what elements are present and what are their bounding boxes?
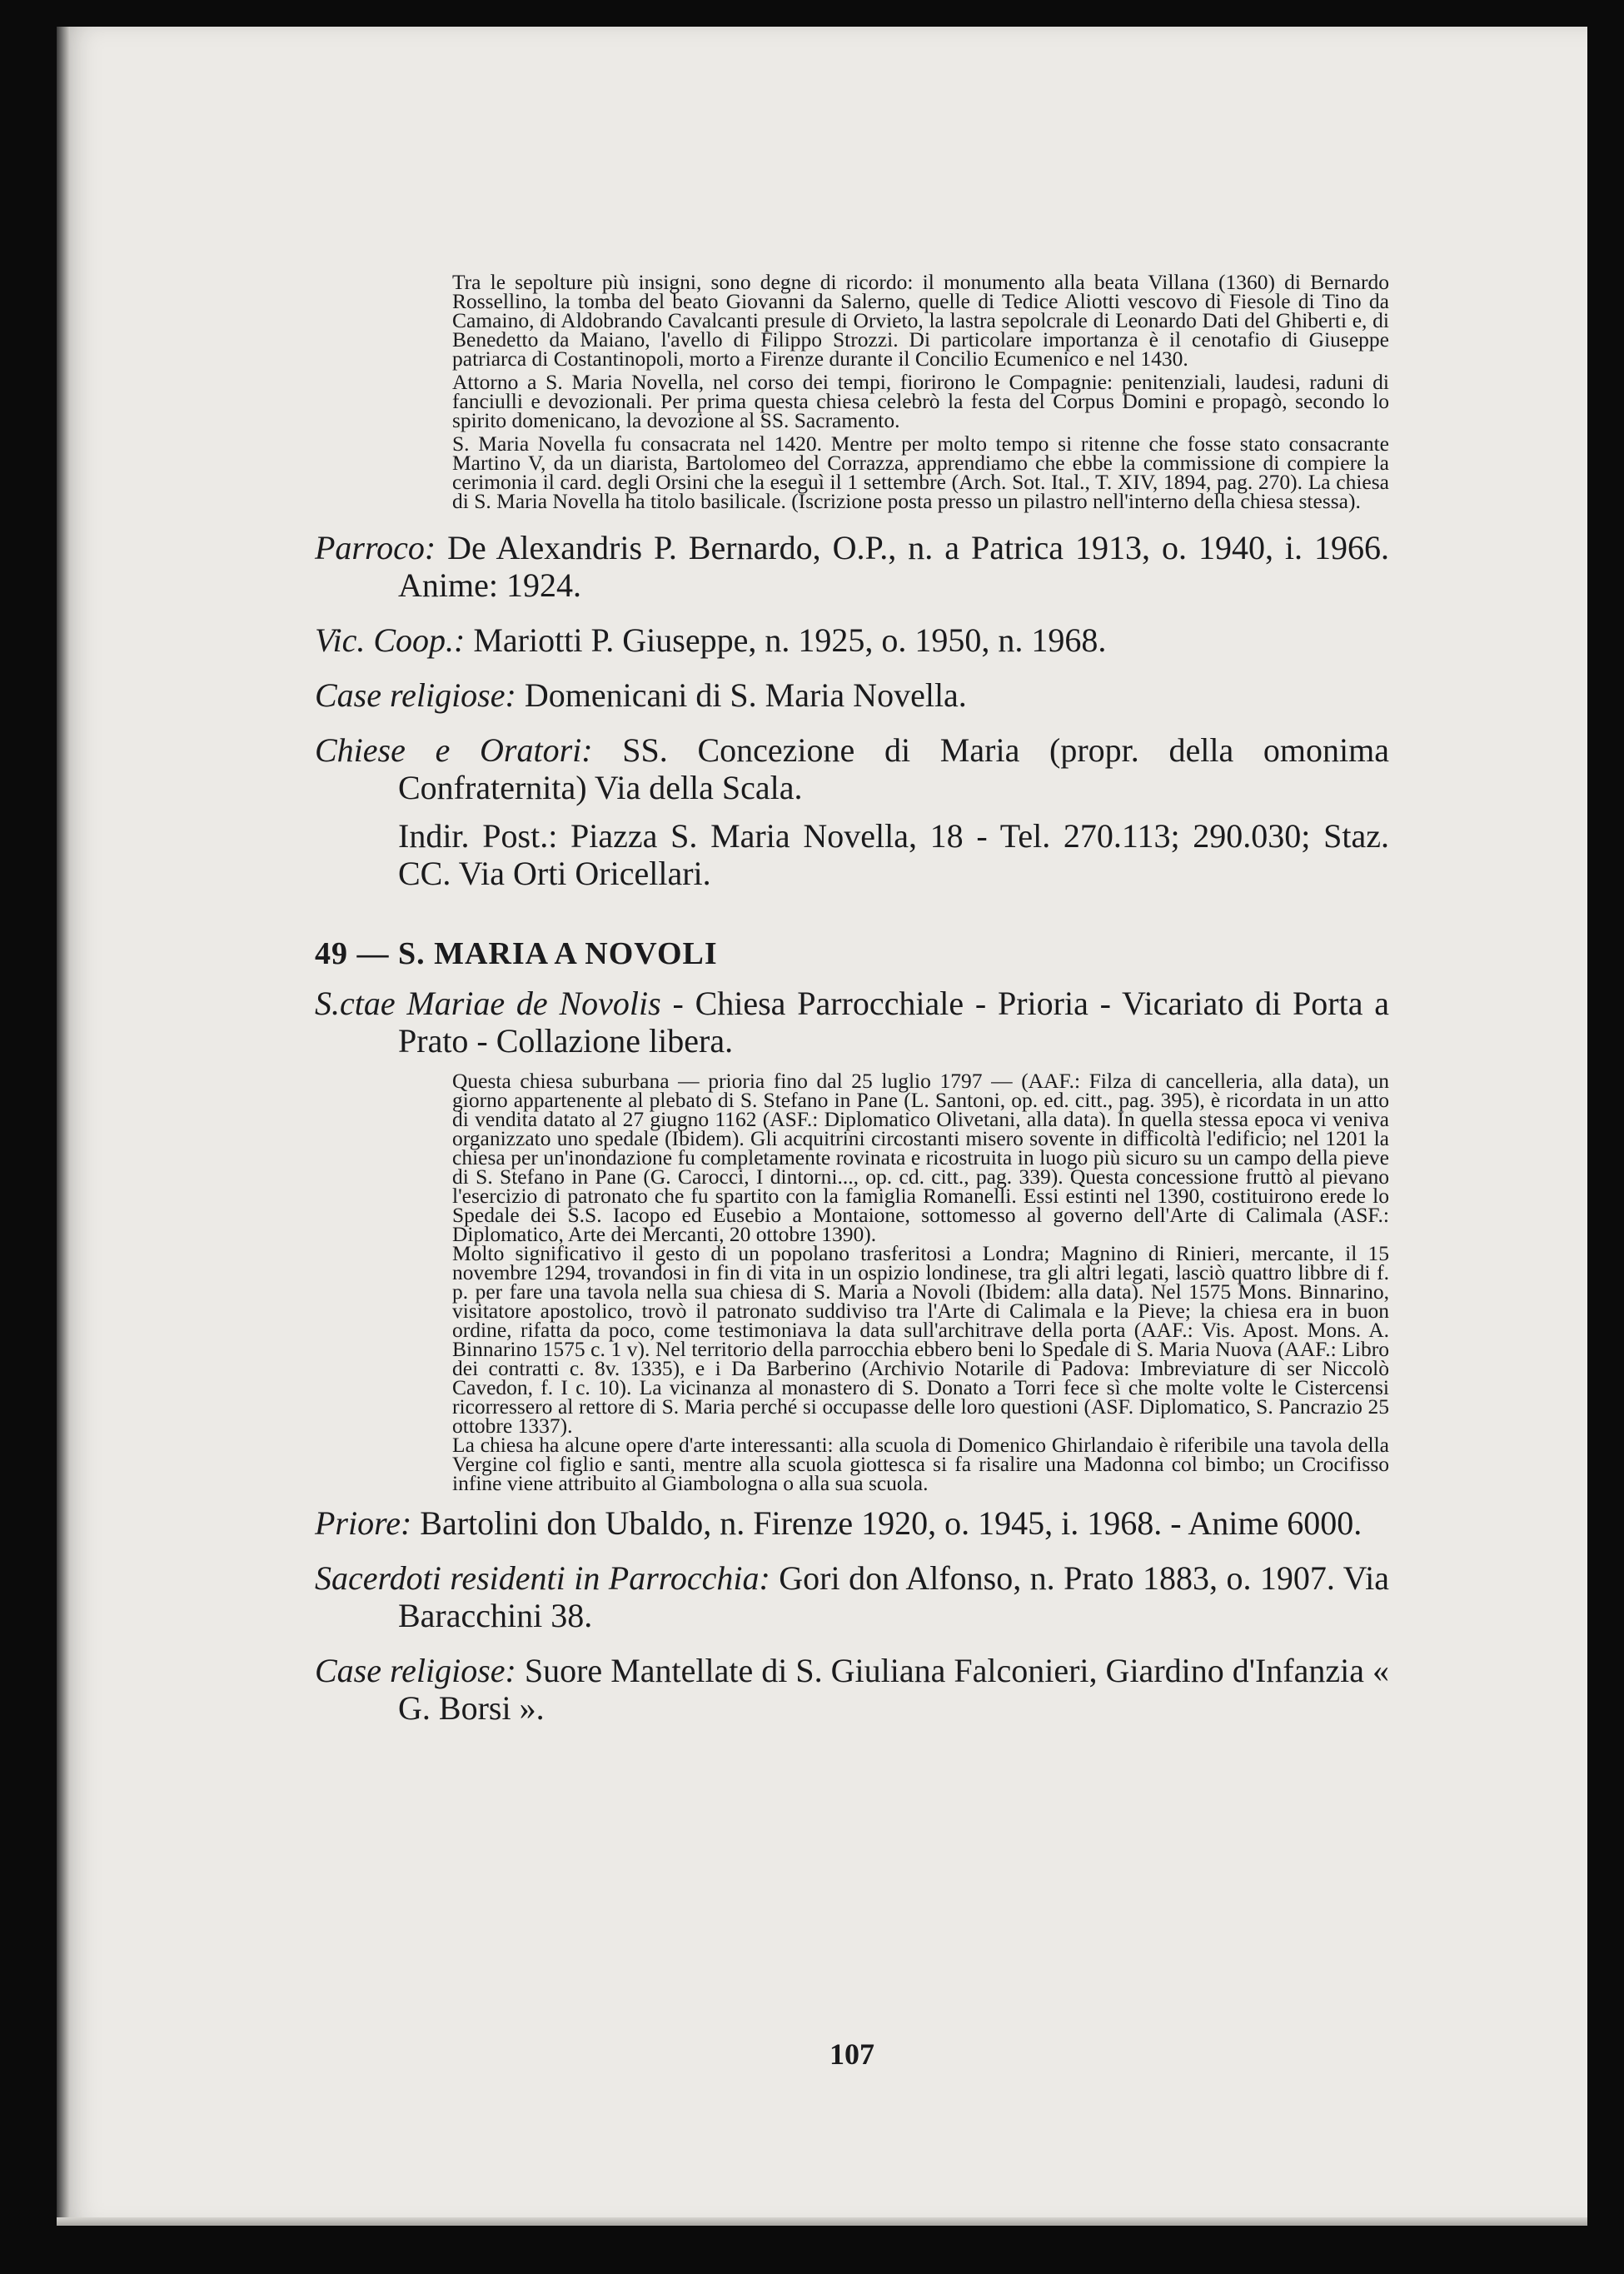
- entry-label: Priore:: [315, 1504, 412, 1542]
- subtitle-text: - Chiesa Parrocchiale - Prioria - Vicariato di Porta a Prato - Collazione libera.: [398, 985, 1390, 1060]
- entry-label: Case religiose:: [315, 676, 516, 714]
- entry-text: Suore Mantellate di S. Giuliana Falconieri, Giardino d'Infanzia « G. Borsi ».: [398, 1652, 1389, 1727]
- entry-text: Domenicani di S. Maria Novella.: [524, 676, 967, 714]
- note-artworks: La chiesa ha alcune opere d'arte interessanti: alla scuola di Domenico Ghirlandaio è riferibile una tavola della Vergine col figlio e santi, mentre alla scuola giottesca si fa risalire una Madonna col bimbo; un Crocifisso infine viene attribuito al Giambologna o alla sua scuola.: [452, 1433, 1389, 1495]
- section-heading: 49 — S. MARIA A NOVOLI: [315, 936, 718, 971]
- subtitle-label: S.ctae Mariae de Novolis: [315, 985, 661, 1022]
- entry-vic-coop: [315, 621, 1389, 659]
- note-consecration: S. Maria Novella fu consacrata nel 1420. Mentre per molto tempo si ritenne che fosse stato consacrante Martino V, da un diarista, Bartolomeo del Corrazza, apprendiamo che ebbe la commissione di compiere la cerimonia il card. degli Orsini che la eseguì il 1 settembre (Arch. Sot. Ital., T. XIV, 1894, pag. 270). La chiesa di S. Maria Novella ha titolo basilicale. (Iscrizione posta presso un pilastro nell'interno della chiesa stessa).: [452, 431, 1389, 513]
- note-companies: Attorno a S. Maria Novella, nel corso dei tempi, fiorirono le Compagnie: penitenziali, laudesi, raduni di fanciulli e devozionali. Per prima questa chiesa celebrò la festa del Corpus Domini e propagò, secondo lo spirito domenicano, la devozione al SS. Sacramento.: [452, 370, 1389, 432]
- entry-text: Bartolini don Ubaldo, n. Firenze 1920, o. 1945, i. 1968. - Anime 6000.: [420, 1504, 1362, 1542]
- book-page: [57, 27, 1587, 2226]
- entry-label: Sacerdoti residenti in Parrocchia:: [315, 1559, 770, 1597]
- entry-case-religiose: [315, 676, 1389, 714]
- entry-label: Chiese e Oratori:: [315, 731, 593, 769]
- note-history: Questa chiesa suburbana — prioria fino dal 25 luglio 1797 — (AAF.: Filza di cancelleria, alla data), un giorno appartenente al plebato di S. Stefano in Pane (L. Santoni, op. ed. citt., pag. 395), è ricordata in un atto di vendita datato al 27 giugno 1162 (ASF.: Diplomatico Olivetani, alla data). In quella stessa epoca vi veniva organizzato uno spedale (Ibidem). Gli acquitrini circostanti misero sovente in difficoltà l'edificio; nel 1201 la chiesa per un'inondazione fu completamente rovinata e ricostruita in luogo più sicuro su un campo della pieve di S. Stefano in Pane (G. Carocci, I dintorni..., op. cd. citt., pag. 339). Questa concessione fruttò al pievano l'esercizio di patronato che fu spartito con la famiglia Romanelli. Essi estinti nel 1390, costituirono erede lo Spedale dei S.S. Iacopo ed Eusebio a Montaione, sottomesso al governo dell'Arte di Calimala (ASF.: Diplomatico, Arte dei Mercanti, 20 ottobre 1390).: [452, 1069, 1389, 1246]
- entry-text: Mariotti P. Giuseppe, n. 1925, o. 1950, n. 1968.: [473, 621, 1107, 659]
- postal-address: Indir. Post.: Piazza S. Maria Novella, 18 - Tel. 270.113; 290.030; Staz. CC. Via Orti Oricellari.: [398, 817, 1389, 892]
- page-bottom-edge: [57, 2217, 1587, 2226]
- entry-chiese-oratori: [315, 731, 1389, 806]
- entry-parroco: [315, 529, 1389, 604]
- entry-label: Vic. Coop.:: [315, 621, 466, 659]
- entry-sacerdoti: [315, 1559, 1389, 1634]
- entry-priore: [315, 1504, 1389, 1542]
- note-magnino: Molto significativo il gesto di un popolano trasferitosi a Londra; Magnino di Rinieri, mercante, il 15 novembre 1294, trovandosi in fin di vita in un ospizio londinese, tra gli altri legati, lasciò quattro libbre di f. p. per fare una tavola nella sua chiesa di S. Maria a Novoli (Ibidem: alla data). Nel 1575 Mons. Binnarino, visitatore apostolico, trovò il patronato suddiviso tra l'Arte di Calimala e la Pieve; la chiesa era in buon ordine, rifatta da poco, come testimoniava la data sull'architrave della porta (AAF.: Vis. Apost. Mons. A. Binnarino 1575 c. 1 v). Nel territorio della parrocchia ebbero beni lo Spedale di S. Maria Nuova (AAF.: Libro dei contratti c. 8v. 1335), e i Da Barberino (Archivio Notarile di Padova: Imbreviature di ser Niccolò Cavedon, f. I c. 10). La vicinanza al monastero di S. Donato a Torri fece sì che molte volte le Cistercensi ricorressero al rettore di S. Maria perché si occupasse delle loro questioni (ASF. Diplomatico, S. Pancrazio 25 ottobre 1337).: [452, 1241, 1389, 1438]
- page-number: 107: [829, 2037, 874, 2071]
- book-spine: [57, 27, 70, 2226]
- entry-label: Parroco:: [315, 529, 436, 566]
- entry-text: SS. Concezione di Maria (propr. della omonima Confraternita) Via della Scala.: [398, 731, 1389, 806]
- entry-label: Case religiose:: [315, 1652, 516, 1689]
- entry-case-religiose-2: [315, 1652, 1389, 1727]
- section-subtitle: [315, 985, 1389, 1060]
- entry-text: De Alexandris P. Bernardo, O.P., n. a Patrica 1913, o. 1940, i. 1966. Anime: 1924.: [398, 529, 1390, 604]
- page-content: [315, 270, 1390, 2071]
- note-burials: Tra le sepolture più insigni, sono degne di ricordo: il monumento alla beata Villana (1360) di Bernardo Rossellino, la tomba del beato Giovanni da Salerno, quelle di Tedice Aliotti vescovo di Fiesole di Tino da Camaino, di Aldobrando Cavalcanti presule di Orvieto, la lastra sepolcrale di Leonardo Dati del Ghiberti e, di Benedetto da Maiano, l'avello di Filippo Strozzi. Di particolare importanza è il cenotafio di Giuseppe patriarca di Costantinopoli, morto a Firenze durante il Concilio Ecumenico e nel 1430.: [452, 270, 1389, 371]
- entry-text: Gori don Alfonso, n. Prato 1883, o. 1907. Via Baracchini 38.: [398, 1559, 1390, 1634]
